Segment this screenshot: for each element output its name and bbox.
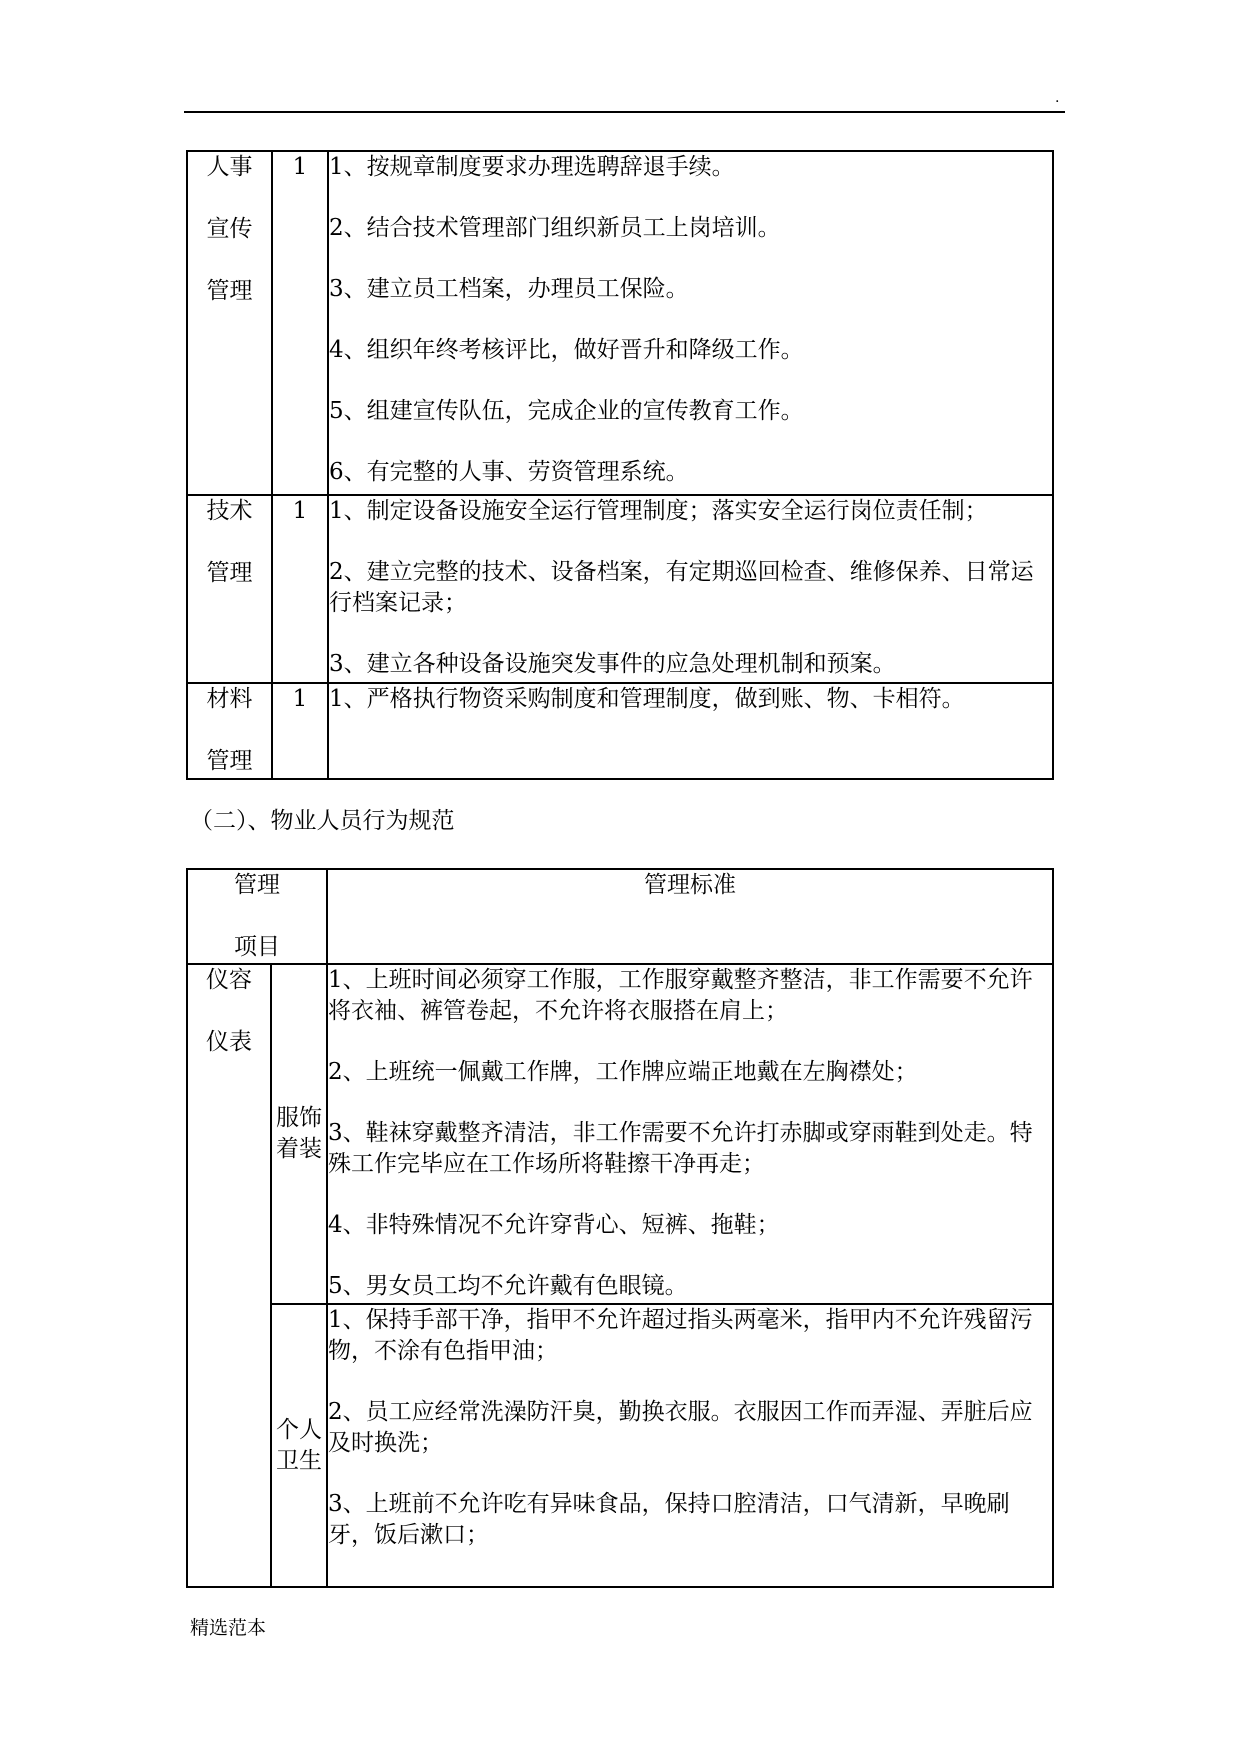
list-item: 2、结合技术管理部门组织新员工上岗培训。 (329, 215, 781, 241)
category-cell (187, 683, 272, 779)
subcategory-cell (271, 964, 327, 1304)
list-item: 4、非特殊情况不允许穿背心、短裤、拖鞋； (328, 1212, 780, 1238)
footer-text: 精选范本 (190, 1617, 267, 1639)
subcategory-cell (271, 1304, 327, 1587)
requirements-cell (328, 495, 1053, 683)
list-item: 2、员工应经常洗澡防汗臭，勤换衣服。衣服因工作而弄湿、弄脏后应及时换洗； (328, 1399, 1033, 1456)
header-rule (184, 111, 1065, 113)
subcategory-label: 卫生 (276, 1447, 322, 1474)
list-item: 5、男女员工均不允许戴有色眼镜。 (328, 1273, 688, 1299)
category-label: 宣传 (206, 216, 253, 242)
list-item: 1、制定设备设施安全运行管理制度；落实安全运行岗位责任制； (329, 498, 988, 524)
header-label: 管理 (234, 872, 280, 898)
standards-cell (327, 1304, 1053, 1587)
header-label: 管理标准 (644, 872, 736, 898)
list-item: 1、保持手部干净，指甲不允许超过指头两毫米，指甲内不允许残留污物，不涂有色指甲油； (328, 1307, 1033, 1364)
list-item: 2、建立完整的技术、设备档案，有定期巡回检查、维修保养、日常运行档案记录； (329, 559, 1034, 616)
category-label: 管理 (206, 748, 253, 774)
list-item: 3、建立员工档案，办理员工保险。 (329, 276, 689, 302)
category-label: 管理 (206, 278, 253, 304)
header-cell-standard (327, 869, 1053, 964)
table-row (187, 683, 1053, 779)
list-item: 3、建立各种设备设施突发事件的应急处理机制和预案。 (329, 651, 896, 677)
category-label: 材料 (206, 686, 253, 712)
category-label: 管理 (206, 560, 253, 586)
header-cell-item (187, 869, 327, 964)
category-label: 人事 (206, 154, 253, 180)
subcategory-label: 个人 (276, 1416, 322, 1443)
category-cell (187, 151, 272, 495)
requirements-cell (328, 683, 1053, 779)
list-item: 2、上班统一佩戴工作牌，工作牌应端正地戴在左胸襟处； (328, 1059, 918, 1085)
category-label: 技术 (206, 498, 253, 524)
category-label: 仪表 (206, 1029, 252, 1055)
score-cell: 1 (272, 151, 328, 495)
list-item: 6、有完整的人事、劳资管理系统。 (329, 459, 689, 485)
category-label: 仪容 (206, 967, 252, 993)
list-item: 3、上班前不允许吃有异味食品，保持口腔清洁，口气清新，早晚刷牙，饭后漱口； (328, 1491, 1010, 1548)
list-item: 5、组建宣传队伍，完成企业的宣传教育工作。 (329, 398, 804, 424)
list-item: 4、组织年终考核评比，做好晋升和降级工作。 (329, 337, 804, 363)
list-item: 3、鞋袜穿戴整齐清洁，非工作需要不允许打赤脚或穿雨鞋到处走。特殊工作完毕应在工作场所将鞋擦干净再走； (328, 1120, 1033, 1177)
requirements-cell (328, 151, 1053, 495)
list-item: 1、上班时间必须穿工作服，工作服穿戴整齐整洁，非工作需要不允许将衣袖、裤管卷起，不允许将衣服搭在肩上； (328, 967, 1033, 1024)
score-cell: 1 (272, 495, 328, 683)
category-cell (187, 495, 272, 683)
table-row (187, 495, 1053, 683)
header-mark: . (1055, 90, 1060, 106)
header-label: 项目 (234, 934, 280, 960)
standards-cell (327, 964, 1053, 1304)
table-row (187, 151, 1053, 495)
list-item: 1、严格执行物资采购制度和管理制度，做到账、物、卡相符。 (329, 686, 965, 712)
list-item: 1、按规章制度要求办理选聘辞退手续。 (329, 154, 735, 180)
subcategory-label: 服饰 (276, 1105, 322, 1131)
score-cell: 1 (272, 683, 328, 779)
subcategory-label: 着装 (276, 1136, 322, 1162)
table-row (187, 964, 1053, 1304)
category-cell (187, 964, 271, 1587)
responsibility-table (186, 150, 1054, 780)
table-row (187, 1304, 1053, 1587)
table-header-row (187, 869, 1053, 964)
section-title: （二）、物业人员行为规范 (190, 808, 455, 834)
conduct-table (186, 868, 1054, 1588)
